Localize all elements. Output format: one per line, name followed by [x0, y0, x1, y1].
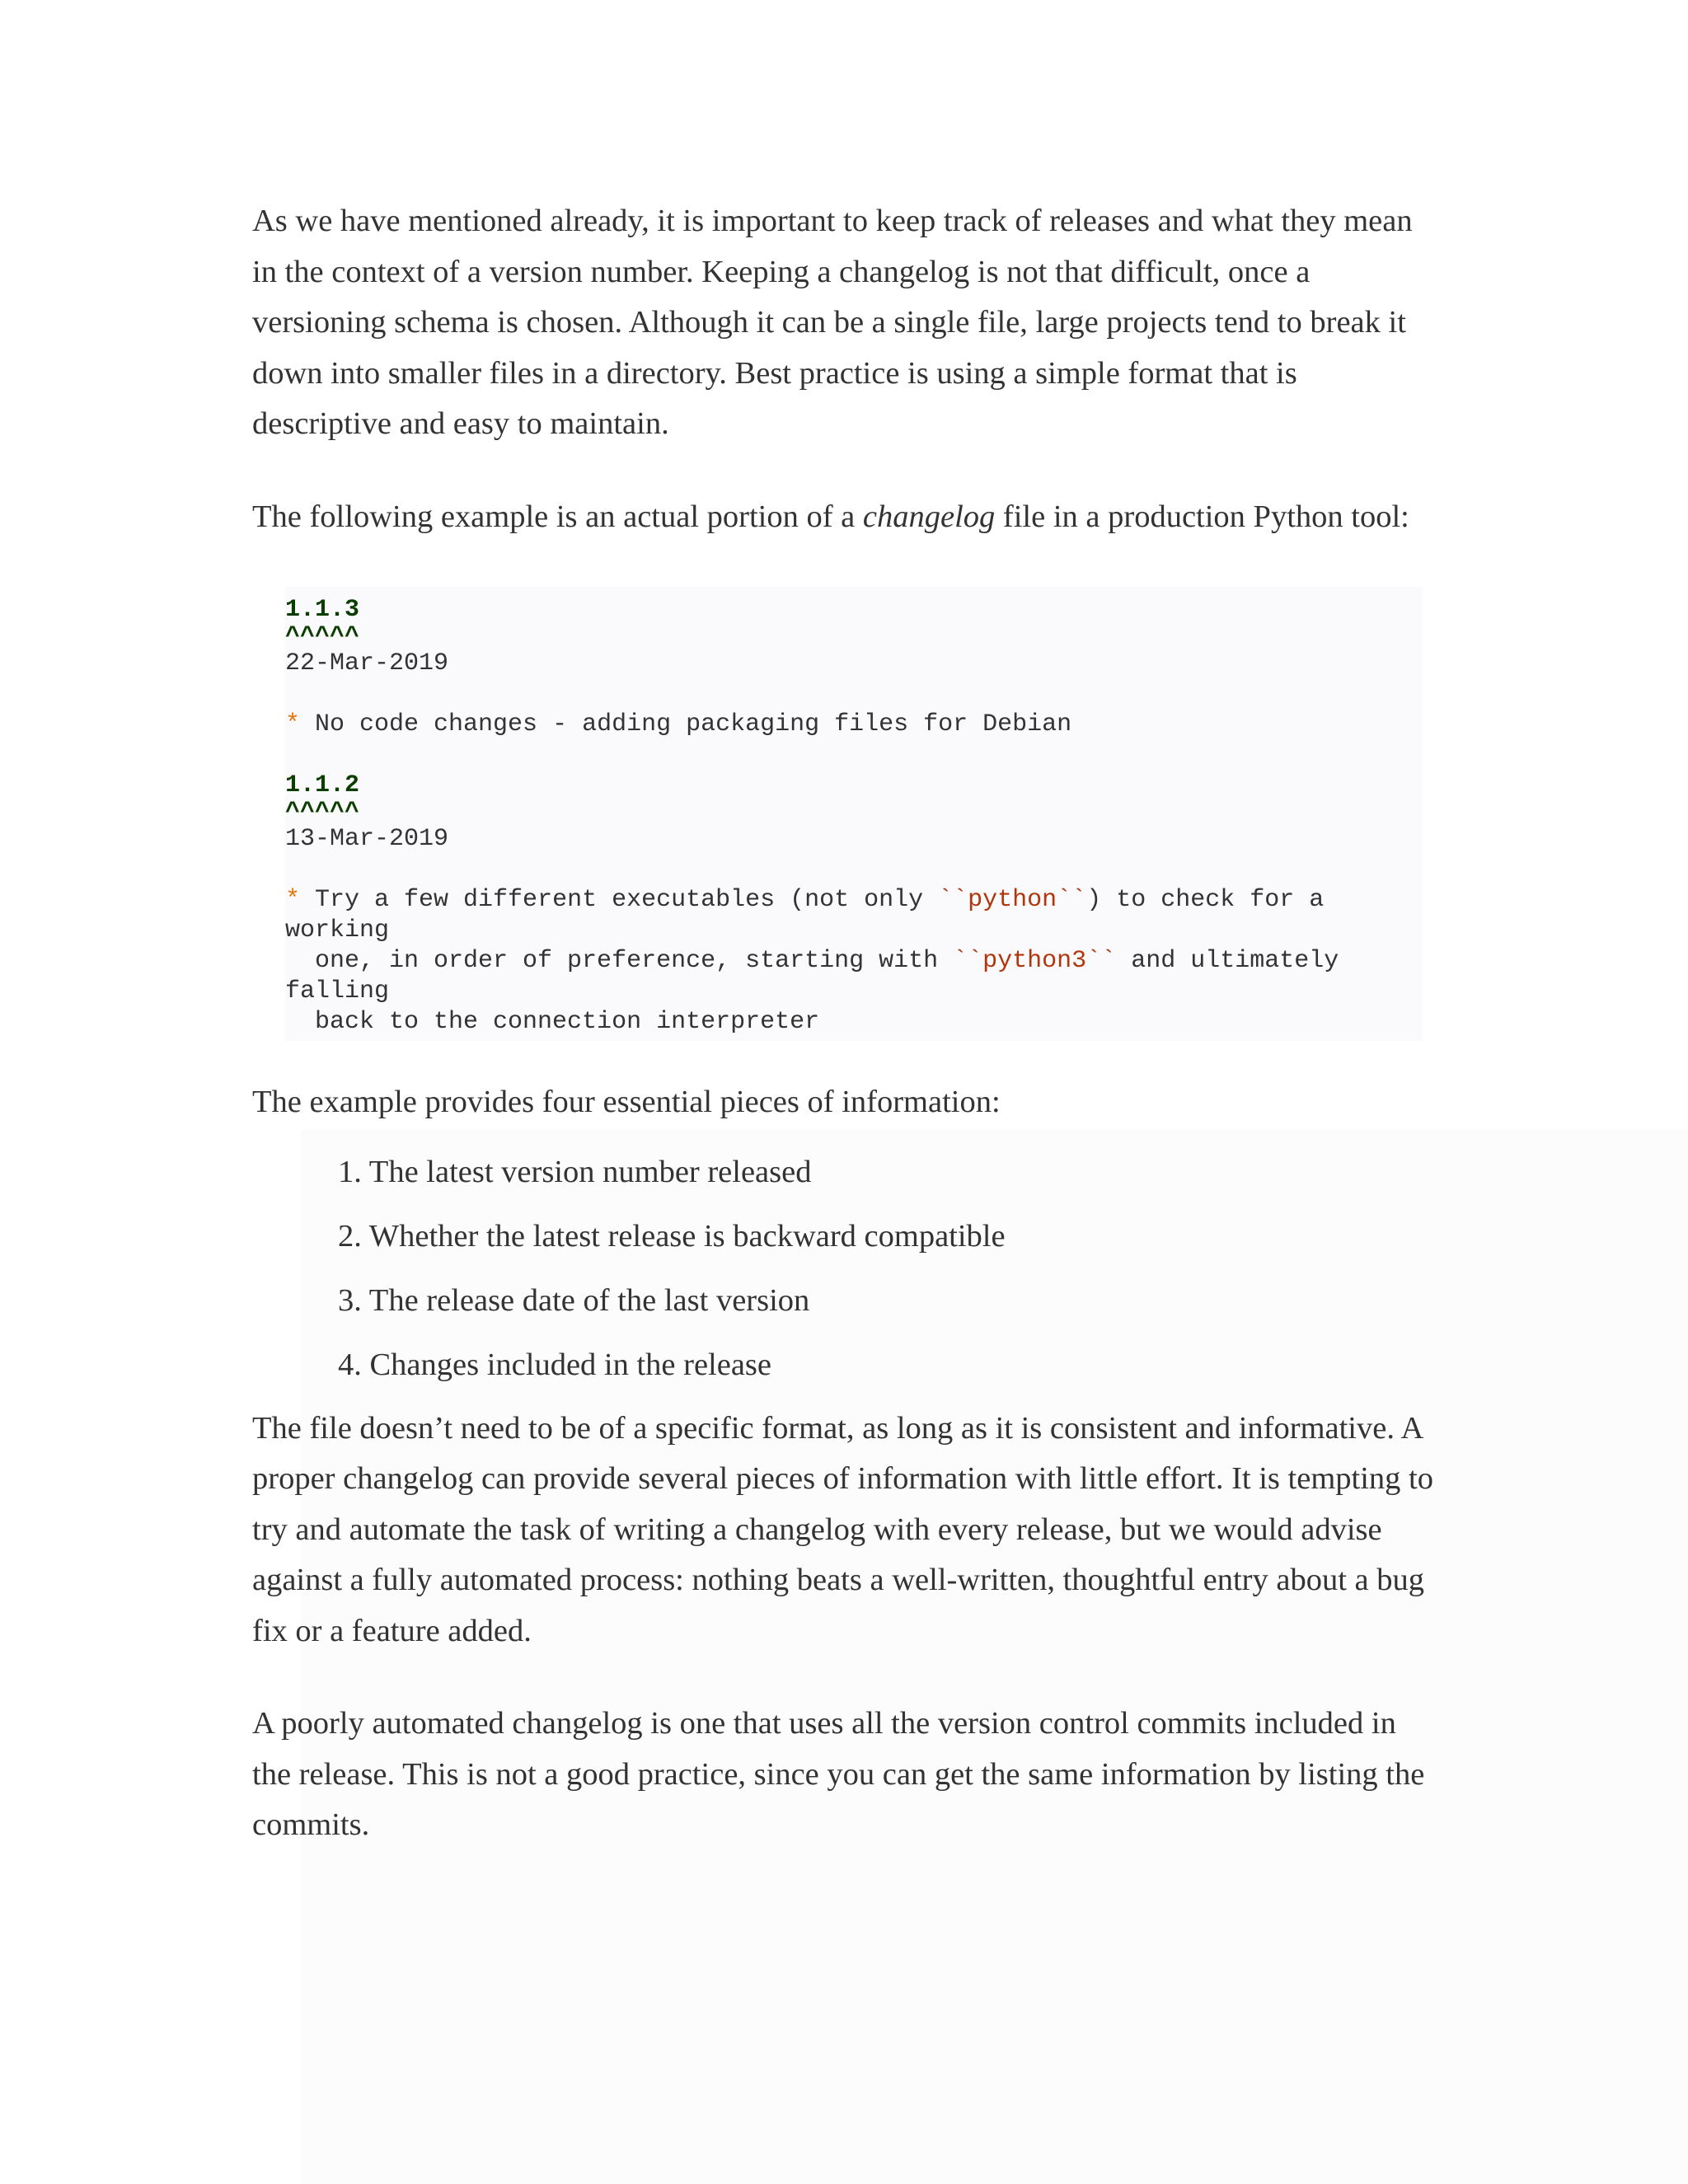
list-item: 3. The release date of the last version: [338, 1282, 810, 1318]
version-underline-1: ^^^^^: [285, 623, 360, 651]
version-heading-2: 1.1.2: [285, 771, 360, 799]
code-text: one, in order of preference, starting with: [285, 947, 954, 975]
version-heading-1: 1.1.3: [285, 596, 360, 624]
code-blank-line: [285, 855, 1423, 885]
list-item: 2. Whether the latest release is backward compatible: [338, 1218, 1006, 1254]
change-entry-1: [285, 710, 1423, 740]
paragraph-poor-automation: A poorly automated changelog is one that uses all the version control commits included in the release. This is not a good practice, since you can get the same information by listing the commits.: [252, 1706, 1425, 1842]
code-literal-python3: ``python3``: [953, 947, 1117, 975]
list-item: 4. Changes included in the release: [338, 1347, 771, 1382]
code-literal-python: ``python``: [938, 886, 1087, 914]
change-entry-2-line-5: back to the connection interpreter: [285, 1008, 820, 1036]
code-text: Try a few different executables (not only: [300, 886, 939, 914]
paragraph-changelog-intro: As we have mentioned already, it is important to keep track of releases and what they mean in the context of a version number. Keeping a changelog is not that difficult, once a versioning schema is chosen. Although it can be a single file, large projects tend to break it down into smaller files in a directory. Best practice is using a simple format that is descriptive and easy to maintain.: [252, 204, 1413, 441]
paragraph-format-advice: The file doesn’t need to be of a specific format, as long as it is consistent and informative. A proper changelog can provide several pieces of information with little effort. It is tempting to try and automate the task of writing a changelog with every release, but we would advise against a fully automated process: nothing beats a well-written, thoughtful entry about a bug fix or a feature added.: [252, 1410, 1433, 1648]
changelog-code-block: [285, 587, 1423, 1041]
change-entry-2-line-4: falling: [285, 977, 390, 1005]
version-underline-2: ^^^^^: [285, 799, 360, 827]
paragraph-example-intro-end: file in a production Python tool:: [995, 499, 1409, 534]
information-list: [252, 1146, 1439, 1390]
paragraph-four-pieces: The example provides four essential pieces of information:: [252, 1085, 1001, 1119]
code-text: and ultimately: [1116, 947, 1339, 975]
bullet-star: *: [285, 886, 301, 914]
changelog-emphasis: changelog: [862, 499, 996, 534]
change-entry-1-text: No code changes - adding packaging files for Debian: [300, 710, 1072, 738]
code-text: ) to check for a: [1086, 886, 1325, 914]
bullet-star: *: [285, 710, 301, 738]
change-entry-2-line-2: working: [285, 916, 390, 944]
release-date-2: 13-Mar-2019: [285, 825, 449, 853]
change-entry-2-line-1: [285, 885, 1423, 916]
release-date-1: 22-Mar-2019: [285, 649, 449, 677]
list-item: 1. The latest version number released: [338, 1154, 812, 1189]
paragraph-example-intro: [252, 492, 1439, 543]
document-body: [252, 196, 1439, 1893]
paragraph-example-intro-start: The following example is an actual portion of a: [252, 499, 863, 534]
change-entry-2-line-3: [285, 946, 1423, 977]
code-blank-line: [285, 679, 1423, 710]
code-blank-line: [285, 740, 1423, 771]
